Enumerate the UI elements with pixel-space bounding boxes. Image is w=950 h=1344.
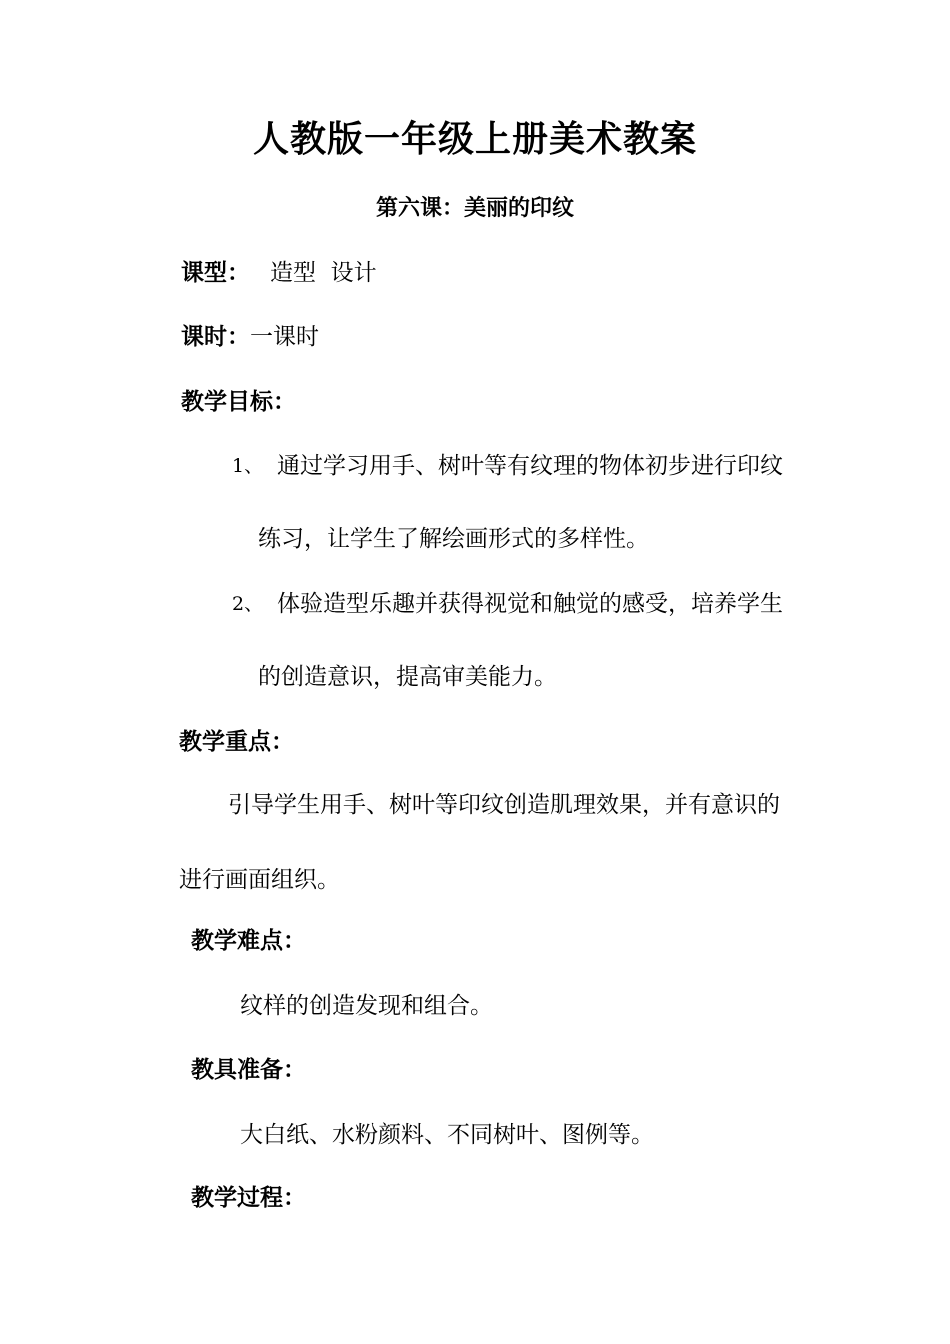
lesson-type-value: 造型 设计: [270, 260, 377, 286]
objective-1-number: 1、: [232, 455, 264, 477]
lesson-subtitle: 第六课：美丽的印纹: [375, 196, 574, 221]
key-points-line2: 进行画面组织。: [179, 867, 340, 893]
lesson-hours-label: 课时：: [181, 324, 250, 350]
objective-2-line2: 的创造意识，提高审美能力。: [258, 664, 557, 690]
objective-2-number: 2、: [232, 593, 264, 615]
difficulties-heading: 教学难点：: [191, 928, 306, 954]
objectives-heading: 教学目标：: [181, 389, 296, 415]
key-points-heading: 教学重点：: [179, 729, 294, 755]
process-heading: 教学过程：: [191, 1185, 306, 1211]
lesson-hours-value: 一课时: [250, 324, 319, 350]
objective-1-line1: 通过学习用手、树叶等有纹理的物体初步进行印纹: [277, 453, 783, 479]
objective-1-line2: 练习，让学生了解绘画形式的多样性。: [258, 526, 649, 552]
materials-text: 大白纸、水粉颜料、不同树叶、图例等。: [240, 1122, 654, 1148]
materials-heading: 教具准备：: [191, 1057, 306, 1083]
objective-2-line1: 体验造型乐趣并获得视觉和触觉的感受，培养学生: [277, 591, 783, 617]
document-title: 人教版一年级上册美术教案: [252, 119, 697, 160]
key-points-line1: 引导学生用手、树叶等印纹创造肌理效果，并有意识的: [228, 792, 780, 818]
lesson-type-row: [181, 262, 377, 285]
difficulties-text: 纹样的创造发现和组合。: [240, 993, 493, 1019]
lesson-hours-row: [181, 326, 319, 349]
lesson-type-label: 课型：: [181, 260, 250, 286]
